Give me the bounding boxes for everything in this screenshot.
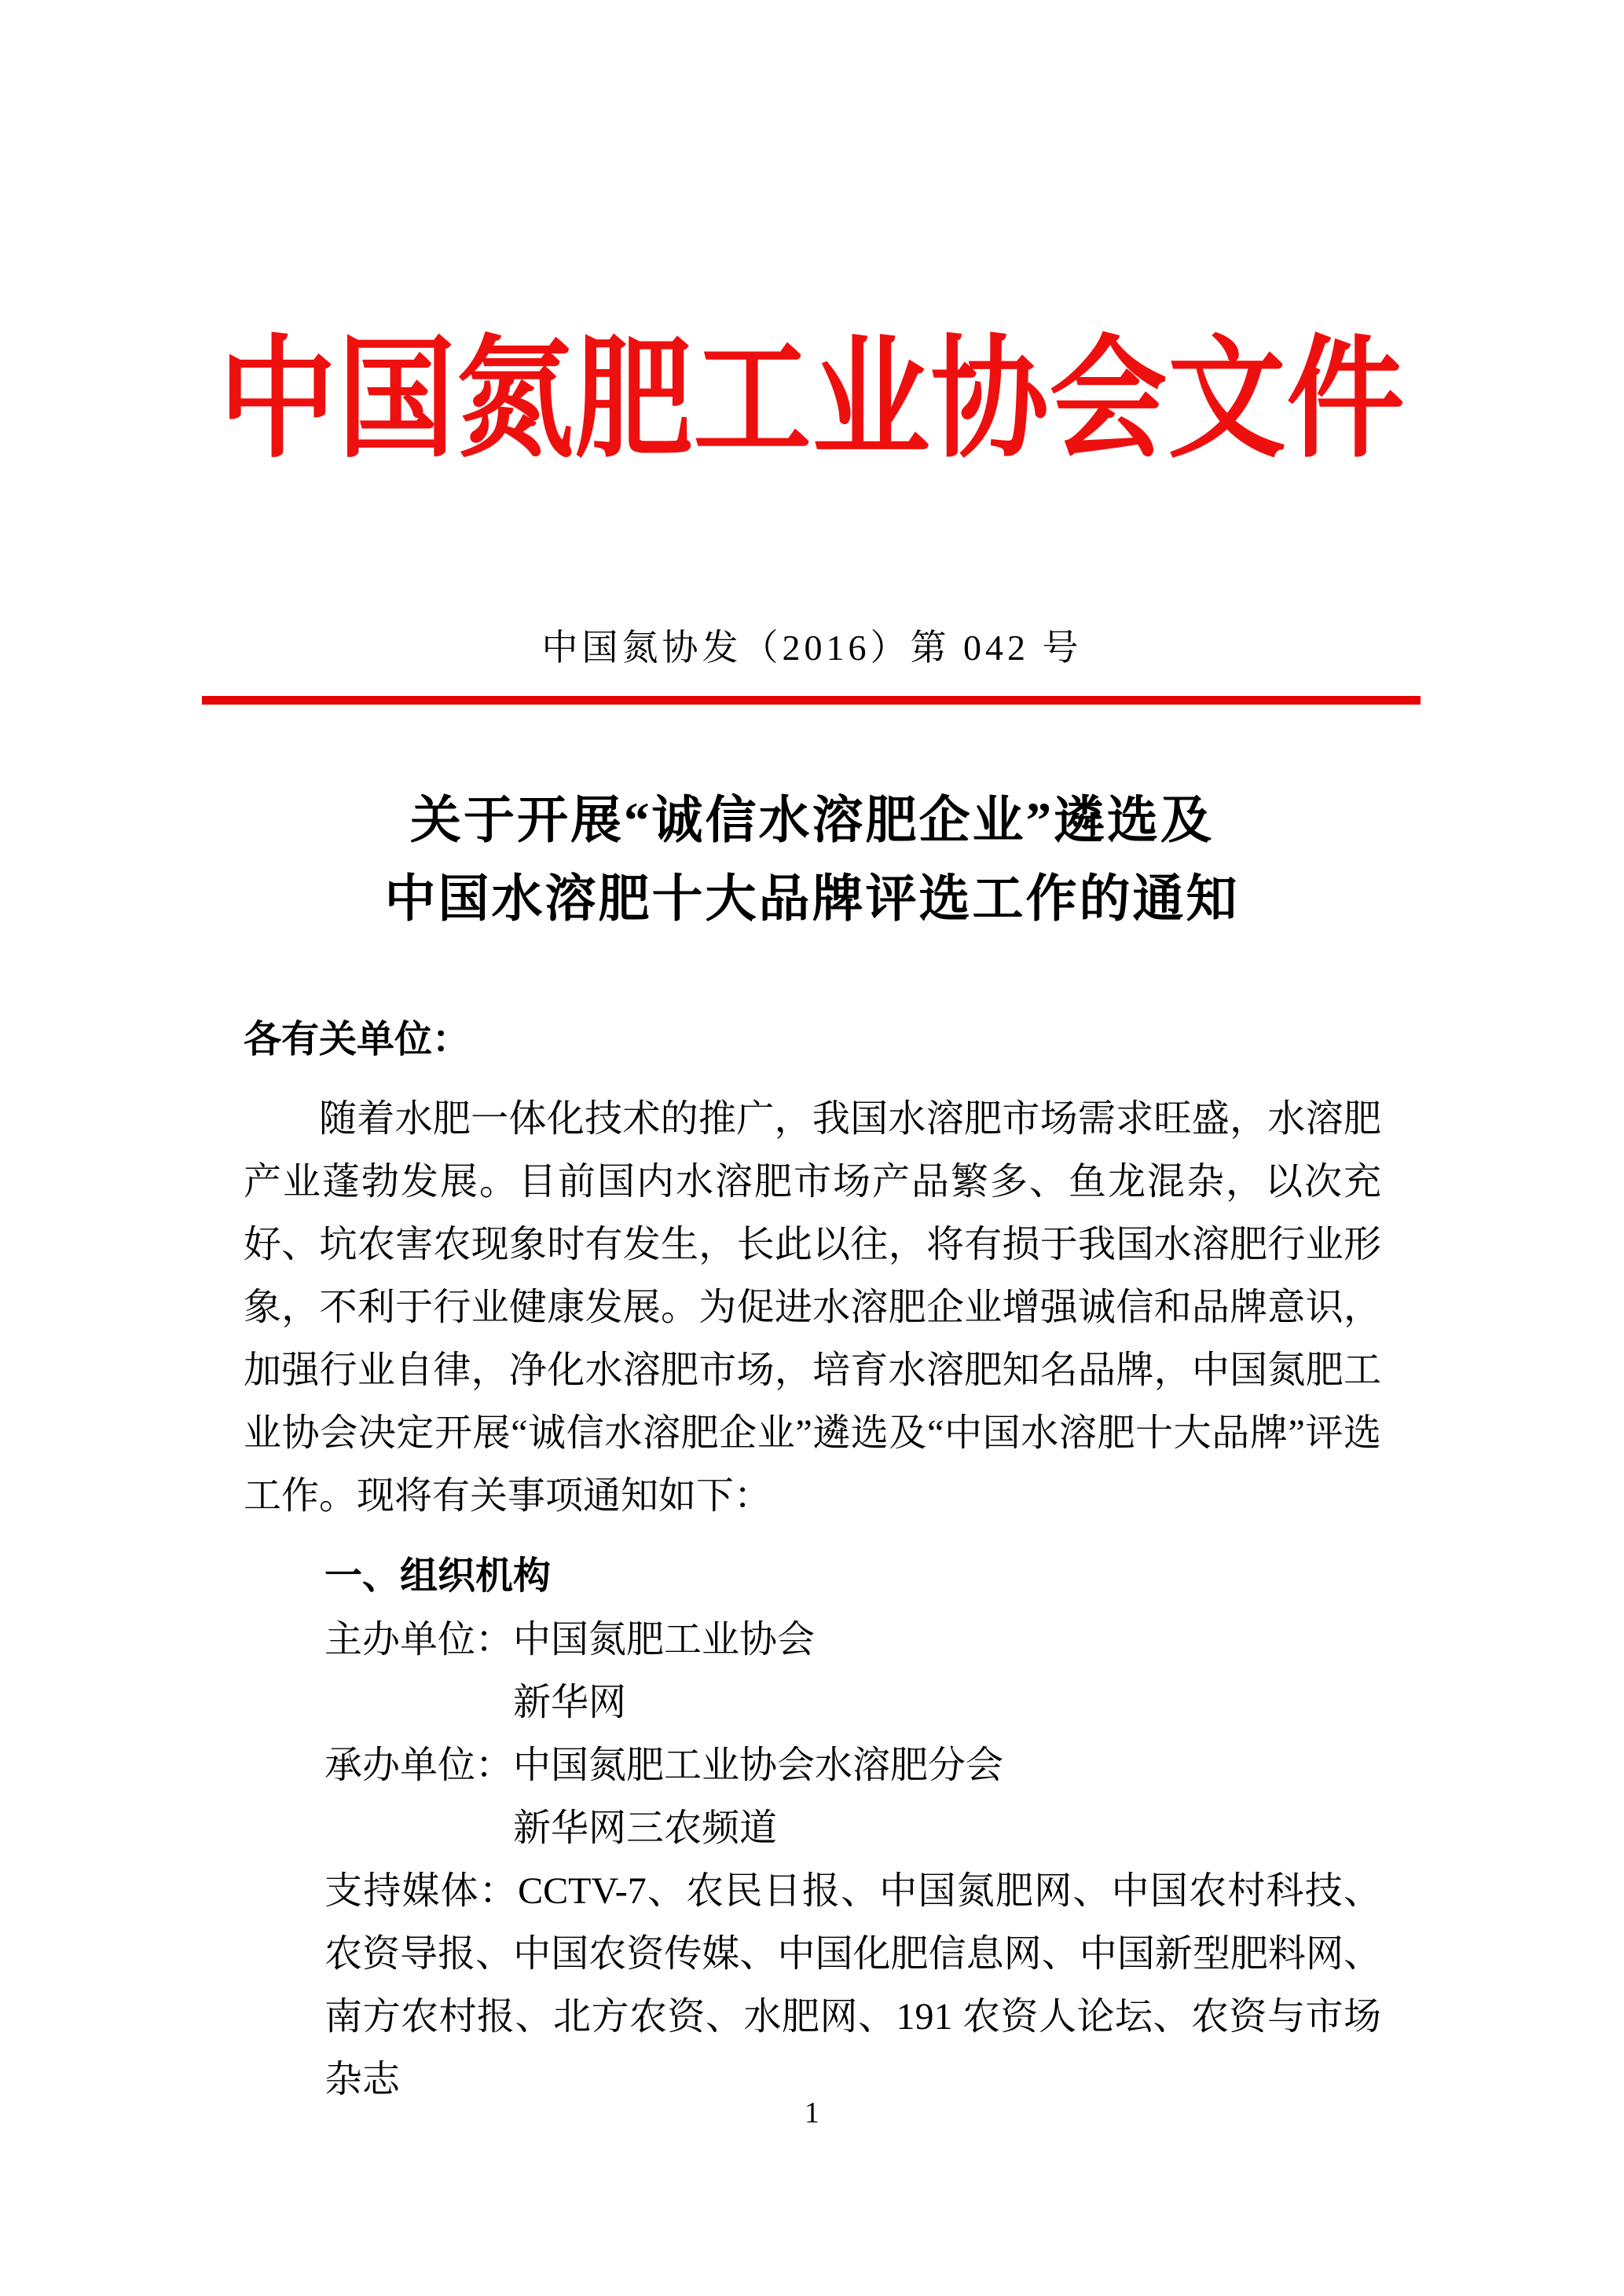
organizer-value: 中国氮肥工业协会水溶肥分会 — [513, 1745, 1004, 1786]
organizer-label: 主办单位： — [324, 1619, 514, 1661]
organizer-list — [244, 1609, 1381, 1860]
organizer-row-host-2 — [244, 1672, 1381, 1734]
section-heading-organization: 一、组织机构 — [324, 1555, 552, 1597]
salutation: 各有关单位： — [244, 1019, 471, 1060]
organizer-value: 新华网 — [513, 1682, 627, 1723]
support-media-paragraph: 支持媒体：CCTV-7、农民日报、中国氮肥网、中国农村科技、农资导报、中国农资传媒、中国化肥信息网、中国新型肥料网、南方农村报、北方农资、水肥网、191 农资人论坛、农资与市场杂志 — [324, 1870, 1381, 2100]
organizer-row-undertaker — [244, 1734, 1381, 1797]
organizer-value: 新华网三农频道 — [513, 1807, 778, 1849]
organizer-label: 承办单位： — [324, 1745, 514, 1786]
notice-title — [0, 782, 1624, 939]
organizer-value: 中国氮肥工业协会 — [513, 1619, 816, 1661]
red-divider-rule — [202, 696, 1421, 705]
organizer-row-undertaker-2 — [244, 1797, 1381, 1860]
doc-number: 中国氮协发（2016）第 042 号 — [541, 628, 1083, 668]
organizer-row-host — [244, 1609, 1381, 1672]
notice-title-line2: 中国水溶肥十大品牌评选工作的通知 — [384, 871, 1240, 928]
notice-title-line1: 关于开展“诚信水溶肥企业”遴选及 — [409, 793, 1214, 849]
intro-paragraph: 随着水肥一体化技术的推广，我国水溶肥市场需求旺盛，水溶肥产业蓬勃发展。目前国内水溶肥市场产品繁多、鱼龙混杂，以次充好、坑农害农现象时有发生，长此以往，将有损于我国水溶肥行业形象，不利于行业健康发展。为促进水溶肥企业增强诚信和品牌意识，加强行业自律，净化水溶肥市场，培育水溶肥知名品牌，中国氮肥工业协会决定开展“诚信水溶肥企业”遴选及“中国水溶肥十大品牌”评选工作。现将有关事项通知如下： — [244, 1098, 1381, 1517]
org-header-title: 中国氮肥工业协会文件 — [218, 328, 1406, 474]
page-number: 1 — [805, 2096, 819, 2129]
